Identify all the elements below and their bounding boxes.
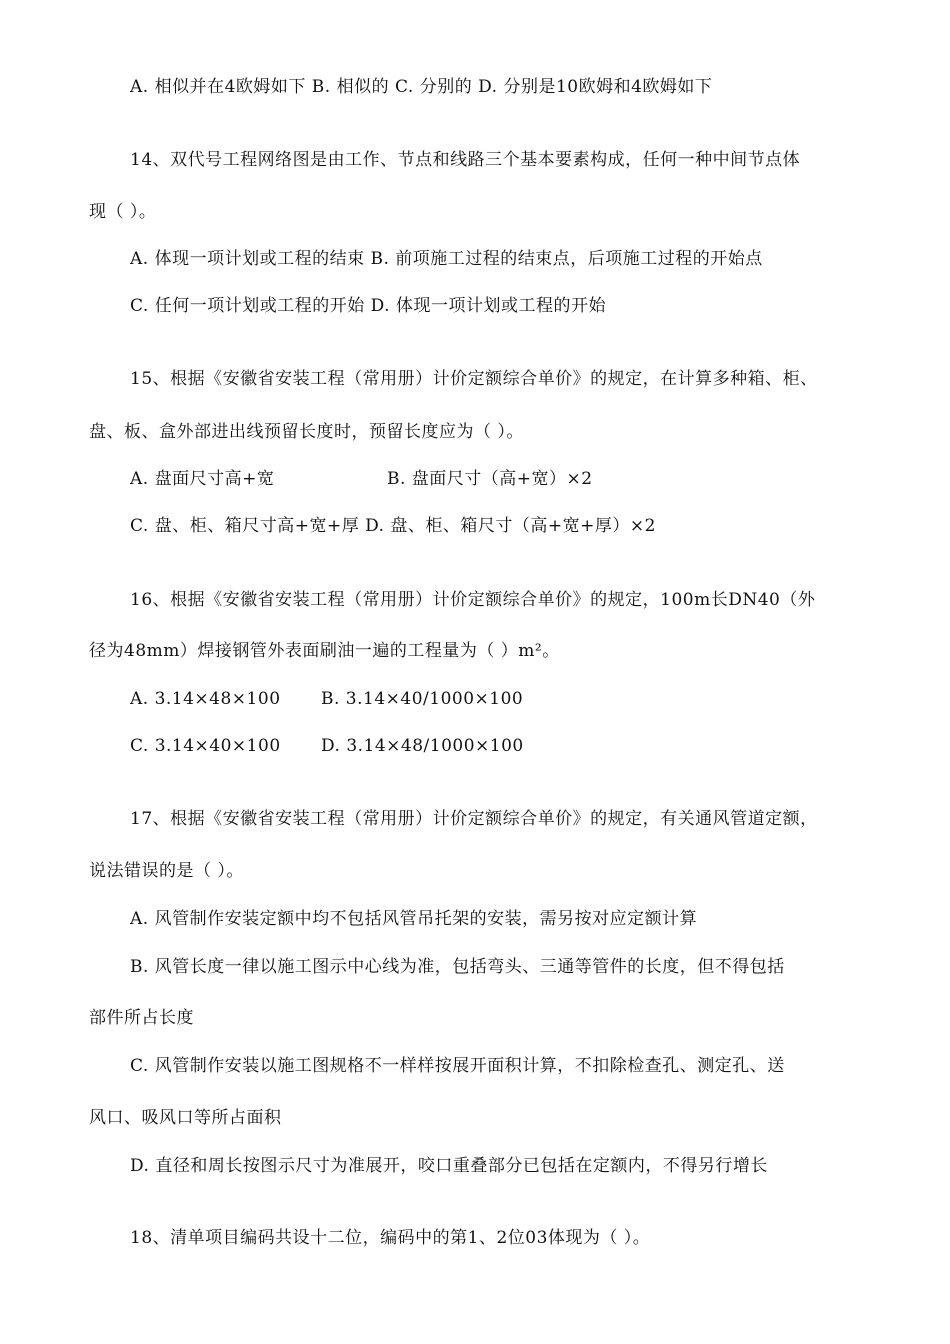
q14-options-line1: A. 体现一项计划或工程的结束 B. 前项施工过程的结束点，后项施工过程的开始点 [130, 249, 763, 269]
q16-option-a: A. 3.14×48×100 [130, 689, 281, 709]
q15-stem-line1: 15、根据《安徽省安装工程（常用册）计价定额综合单价》的规定，在计算多种箱、柜、 [130, 369, 818, 389]
q17-stem-line2: 说法错误的是（ ）。 [89, 861, 244, 881]
q14-stem-line2: 现（ ）。 [89, 202, 157, 222]
q17-option-d: D. 直径和周长按图示尺寸为准展开，咬口重叠部分已包括在定额内，不得另行增长 [130, 1156, 768, 1176]
q16-option-d: D. 3.14×48/1000×100 [321, 736, 524, 756]
q18-stem-line1: 18、清单项目编码共设十二位，编码中的第1、2位03体现为（ ）。 [130, 1228, 651, 1248]
q17-option-c-line2: 风口、吸风口等所占面积 [89, 1108, 282, 1128]
q15-option-a: A. 盘面尺寸高+宽 [130, 469, 275, 489]
q17-option-b-line2: 部件所占长度 [89, 1008, 194, 1028]
q16-stem-line2: 径为48mm）焊接钢管外表面刷油一遍的工程量为（ ）m²。 [89, 641, 560, 661]
q14-stem-line1: 14、双代号工程网络图是由工作、节点和线路三个基本要素构成，任何一种中间节点体 [130, 150, 801, 170]
q17-option-b-line1: B. 风管长度一律以施工图示中心线为准，包括弯头、三通等管件的长度，但不得包括 [130, 957, 785, 977]
q13-options: A. 相似并在4欧姆如下 B. 相似的 C. 分别的 D. 分别是10欧姆和4欧姆如下 [130, 77, 713, 97]
q17-option-a: A. 风管制作安装定额中均不包括风管吊托架的安装，需另按对应定额计算 [130, 909, 698, 929]
q15-stem-line2: 盘、板、盒外部进出线预留长度时，预留长度应为（ ）。 [89, 422, 524, 442]
q16-stem-line1: 16、根据《安徽省安装工程（常用册）计价定额综合单价》的规定，100m长DN40（外 [130, 590, 816, 610]
q14-options-line2: C. 任何一项计划或工程的开始 D. 体现一项计划或工程的开始 [130, 296, 606, 316]
q17-option-c-line1: C. 风管制作安装以施工图规格不一样样按展开面积计算，不扣除检查孔、测定孔、送 [130, 1056, 785, 1076]
q15-option-c-d: C. 盘、柜、箱尺寸高+宽+厚 D. 盘、柜、箱尺寸（高+宽+厚）×2 [130, 516, 656, 536]
q17-stem-line1: 17、根据《安徽省安装工程（常用册）计价定额综合单价》的规定，有关通风管道定额， [130, 809, 818, 829]
q16-option-c: C. 3.14×40×100 [130, 736, 281, 756]
q16-option-b: B. 3.14×40/1000×100 [321, 689, 524, 709]
q15-option-b: B. 盘面尺寸（高+宽）×2 [387, 469, 593, 489]
